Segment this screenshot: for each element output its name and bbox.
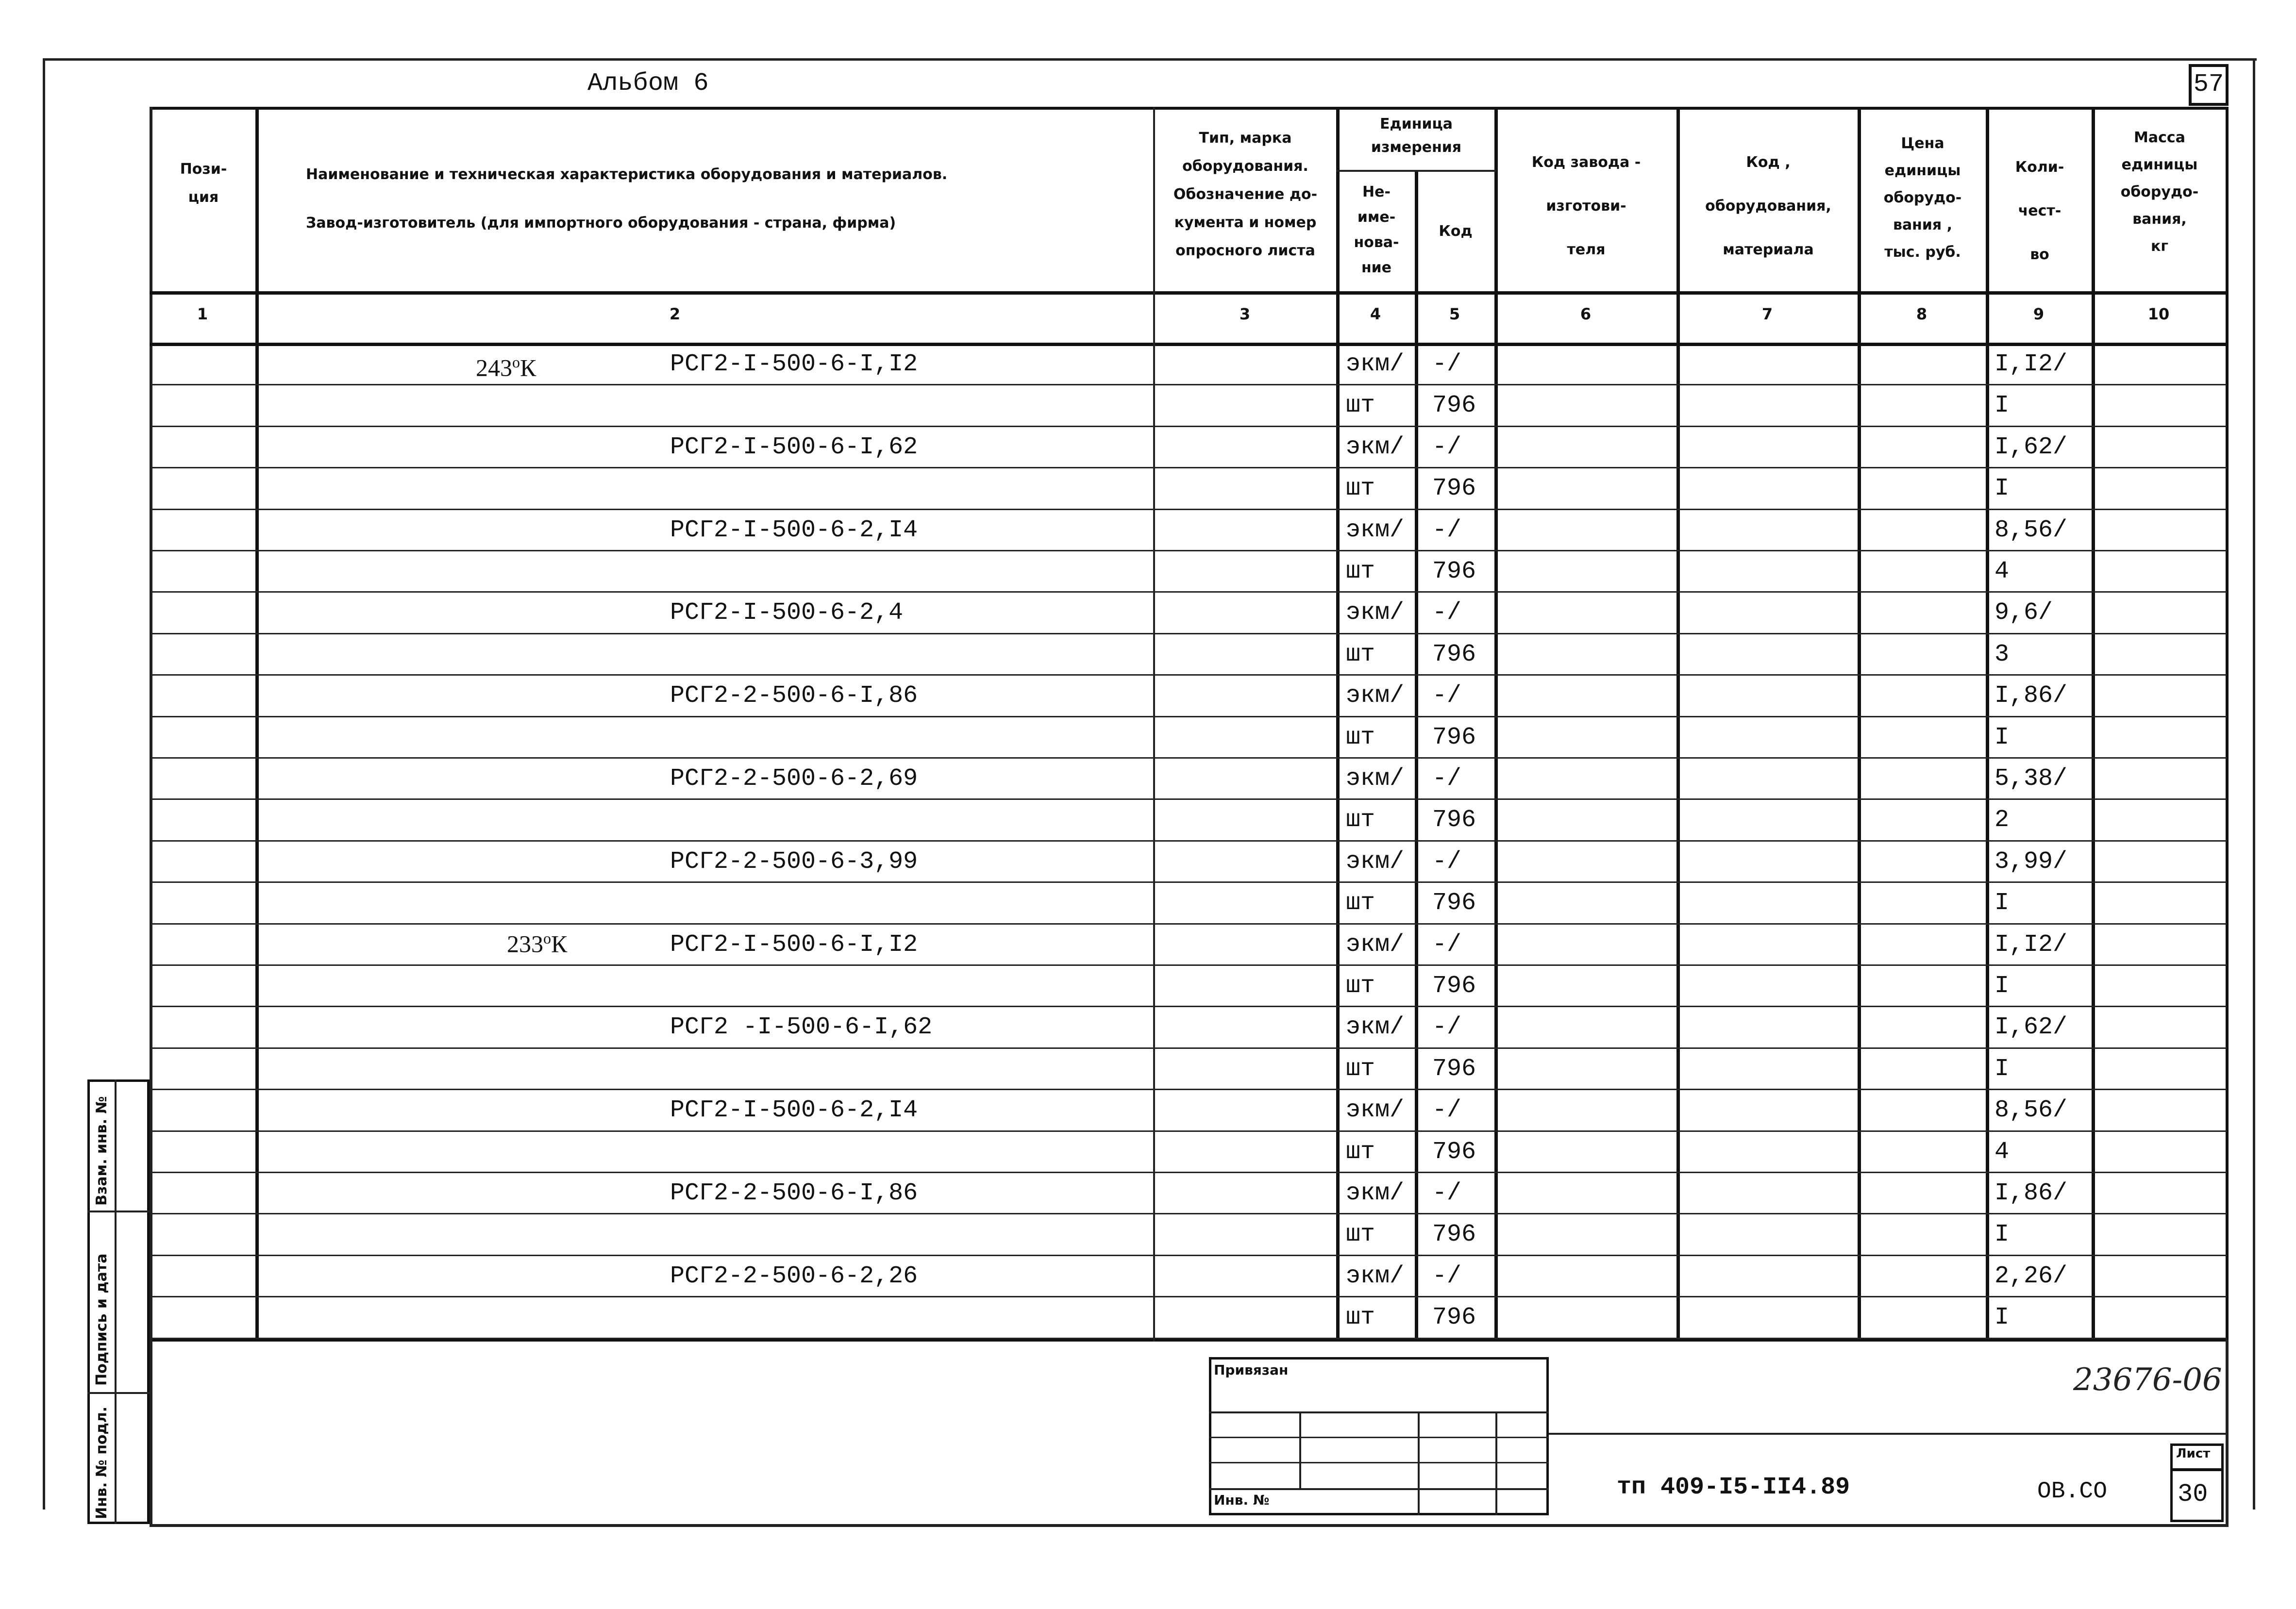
row-unit-name: экм/: [1346, 1096, 1405, 1124]
row-separator: [151, 1089, 2227, 1090]
header-factory-code-l2: изготови-: [1546, 198, 1626, 215]
col-line-7: [1858, 107, 1861, 1342]
row-quantity: I: [1994, 889, 2010, 917]
row-unit-name: экм/: [1346, 350, 1405, 378]
row-quantity: 4: [1994, 1138, 2010, 1166]
header-factory-code-l1: Код завода -: [1531, 154, 1641, 171]
position-label-1-sup: о: [512, 353, 520, 371]
row-unit-code: 796: [1432, 889, 1476, 917]
row-unit-name: шт: [1346, 392, 1375, 419]
row-unit-name: экм/: [1346, 516, 1405, 544]
row-unit-code: 796: [1432, 1221, 1476, 1248]
row-unit-name: экм/: [1346, 599, 1405, 627]
row-separator: [151, 716, 2227, 717]
colnum-10: 10: [2147, 305, 2170, 323]
row-separator: [151, 1213, 2227, 1214]
row-separator: [151, 384, 2227, 385]
row-quantity: 8,56/: [1994, 1096, 2068, 1124]
col-line-2: [1153, 107, 1155, 1342]
row-quantity: 2,26/: [1994, 1262, 2068, 1290]
header-price-l2: единицы: [1884, 162, 1961, 179]
row-name: РСГ2 -I-500-6-I,62: [670, 1013, 933, 1041]
colnum-4: 4: [1370, 305, 1381, 323]
row-unit-name: экм/: [1346, 765, 1405, 793]
row-unit-code: -/: [1432, 682, 1462, 710]
row-quantity: I: [1994, 1055, 2010, 1083]
row-quantity: 5,38/: [1994, 765, 2068, 793]
row-separator: [151, 1255, 2227, 1256]
table-bottom: [150, 1524, 2229, 1527]
row-unit-name: шт: [1346, 475, 1375, 502]
header-type: [1156, 124, 1335, 265]
side-stamp-sep-2: [87, 1392, 150, 1394]
row-separator: [151, 467, 2227, 468]
row-name: РСГ2-2-500-6-2,69: [670, 765, 918, 793]
row-unit-code: -/: [1432, 848, 1462, 876]
row-unit-name: экм/: [1346, 848, 1405, 876]
inv-label: Инв. №: [1214, 1492, 1270, 1508]
colnum-8: 8: [1916, 305, 1927, 323]
row-name: РСГ2-I-500-6-I,62: [670, 433, 918, 461]
row-unit-code: -/: [1432, 765, 1462, 793]
handwritten-number: 23676-06: [2073, 1362, 2222, 1398]
row-quantity: I,I2/: [1994, 931, 2068, 959]
header-mass-l4: вания,: [2132, 211, 2187, 228]
position-label-2-sup: о: [543, 929, 551, 947]
row-quantity: I,86/: [1994, 1179, 2068, 1207]
row-unit-name: шт: [1346, 1221, 1375, 1248]
col-line-9: [2092, 107, 2095, 1342]
row-name: РСГ2-2-500-6-3,99: [670, 848, 918, 876]
row-separator: [151, 1172, 2227, 1173]
header-position-l2: ция: [188, 189, 219, 206]
row-unit-name: шт: [1346, 1304, 1375, 1331]
row-unit-name: экм/: [1346, 682, 1405, 710]
row-separator: [151, 1130, 2227, 1132]
row-quantity: I: [1994, 475, 2010, 502]
colnum-9: 9: [2033, 305, 2045, 323]
row-quantity: 2: [1994, 806, 2010, 834]
row-unit-code: -/: [1432, 350, 1462, 378]
row-separator: [151, 923, 2227, 925]
row-unit-code: 796: [1432, 475, 1476, 502]
position-label-1-num: 243: [476, 354, 512, 382]
colnum-5: 5: [1449, 305, 1460, 323]
row-quantity: I: [1994, 392, 2010, 419]
bound-label: Привязан: [1214, 1362, 1289, 1378]
row-unit-code: -/: [1432, 433, 1462, 461]
header-type-l1: Тип, марка: [1199, 130, 1292, 147]
row-unit-code: -/: [1432, 599, 1462, 627]
side-stamp-inv: Инв. № подл.: [93, 1406, 110, 1519]
position-label-2-num: 233: [507, 930, 543, 958]
row-separator: [151, 1296, 2227, 1297]
header-unit-name: [1338, 180, 1415, 281]
row-unit-code: 796: [1432, 558, 1476, 585]
row-quantity: I: [1994, 1221, 2010, 1248]
row-separator: [151, 426, 2227, 427]
album-title: Альбом 6: [587, 69, 709, 98]
row-name: РСГ2-I-500-6-2,I4: [670, 516, 918, 544]
header-mass-l5: кг: [2150, 238, 2169, 255]
row-quantity: I: [1994, 724, 2010, 751]
header-position-l1: Пози-: [180, 161, 227, 178]
row-separator: [151, 1006, 2227, 1007]
row-name: РСГ2-2-500-6-I,86: [670, 682, 918, 710]
header-quantity-l3: во: [2030, 246, 2049, 263]
side-stamp-signature: Подпись и дата: [93, 1253, 110, 1386]
row-quantity: I,I2/: [1994, 350, 2068, 378]
row-quantity: I,62/: [1994, 433, 2068, 461]
row-unit-code: 796: [1432, 1138, 1476, 1166]
row-name: РСГ2-I-500-6-I,I2: [670, 931, 918, 959]
header-mass-l2: единицы: [2121, 156, 2198, 173]
side-stamp-divider: [115, 1079, 117, 1524]
row-unit-name: экм/: [1346, 931, 1405, 959]
position-label-2: [507, 929, 567, 958]
row-unit-code: 796: [1432, 806, 1476, 834]
sheet-label: Лист: [2176, 1446, 2211, 1461]
header-type-l5: опросного листа: [1175, 242, 1315, 259]
header-unit-name-l4: ние: [1361, 259, 1392, 276]
row-name: РСГ2-I-500-6-2,4: [670, 599, 904, 627]
header-price: [1860, 130, 1986, 266]
frame-top: [43, 58, 2257, 61]
header-unit-group-l2: измерения: [1371, 139, 1462, 156]
header-equipment-code-l1: Код ,: [1746, 154, 1791, 171]
row-unit-code: 796: [1432, 1055, 1476, 1083]
header-unit-name-l3: нова-: [1354, 234, 1399, 251]
header-mass-l1: Масса: [2134, 129, 2185, 146]
header-equipment-code-l3: материала: [1723, 241, 1814, 258]
row-quantity: I,62/: [1994, 1013, 2068, 1041]
header-mass: [2094, 124, 2226, 260]
row-unit-code: 796: [1432, 641, 1476, 668]
colnum-bottom-line: [150, 343, 2229, 346]
row-separator: [151, 881, 2227, 883]
colnum-7: 7: [1761, 305, 1773, 323]
row-separator: [151, 550, 2227, 551]
header-quantity-l2: чест-: [2018, 202, 2061, 219]
header-price-l5: тыс. руб.: [1884, 244, 1961, 261]
header-name: [272, 150, 1092, 248]
colnum-2: 2: [669, 305, 681, 323]
header-name-l1: Наименование и техническая характеристика оборудования и материалов.: [306, 166, 948, 183]
row-unit-code: 796: [1432, 392, 1476, 419]
row-quantity: 3: [1994, 641, 2010, 668]
row-separator: [151, 757, 2227, 759]
table-left-extension: [150, 107, 152, 1526]
row-name: РСГ2-I-500-6-2,I4: [670, 1096, 918, 1124]
row-quantity: 4: [1994, 558, 2010, 585]
row-unit-name: экм/: [1346, 1262, 1405, 1290]
row-separator: [151, 633, 2227, 634]
header-price-l1: Цена: [1901, 135, 1944, 152]
row-unit-name: шт: [1346, 889, 1375, 917]
row-unit-name: экм/: [1346, 1179, 1405, 1207]
header-factory-code-l3: теля: [1567, 241, 1606, 258]
col-line-8: [1986, 107, 1989, 1342]
row-unit-name: шт: [1346, 1138, 1375, 1166]
unit-group-line: [1336, 170, 1496, 172]
header-unit-group-l1: Единица: [1380, 116, 1453, 133]
row-quantity: I: [1994, 972, 2010, 1000]
header-type-l2: оборудования.: [1182, 158, 1308, 175]
header-quantity-l1: Коли-: [2015, 159, 2064, 176]
header-quantity: [1988, 146, 2092, 277]
col-line-6: [1676, 107, 1680, 1342]
row-name: РСГ2-2-500-6-I,86: [670, 1179, 918, 1207]
bound-col-1: [1299, 1411, 1301, 1489]
col-line-5: [1494, 107, 1498, 1342]
row-unit-code: -/: [1432, 1013, 1462, 1041]
header-type-l3: Обозначение до-: [1173, 186, 1318, 203]
row-separator: [151, 674, 2227, 676]
row-separator: [151, 509, 2227, 510]
row-quantity: I,86/: [1994, 682, 2068, 710]
bound-row-3: [1209, 1462, 1549, 1463]
header-unit-name-l2: име-: [1357, 209, 1396, 226]
header-bottom-line: [150, 291, 2229, 295]
header-unit-code: Код: [1439, 223, 1473, 240]
row-unit-code: -/: [1432, 1262, 1462, 1290]
position-label-1-unit: К: [520, 354, 536, 382]
header-unit-name-l1: Не-: [1362, 183, 1391, 200]
col-line-1: [255, 107, 259, 1342]
header-equipment-code: [1678, 141, 1858, 272]
header-position: [151, 155, 255, 212]
side-stamp-sep-1: [87, 1211, 150, 1212]
position-label-1: [476, 353, 536, 382]
header-unit-group: [1338, 113, 1494, 159]
row-unit-code: 796: [1432, 724, 1476, 751]
side-stamp-replace: Взам. инв. №: [93, 1096, 110, 1206]
row-quantity: I: [1994, 1304, 2010, 1331]
header-mass-l3: оборудо-: [2120, 183, 2199, 200]
stamp-title-line: [1549, 1433, 2229, 1435]
colnum-3: 3: [1239, 305, 1251, 323]
header-price-l4: вания ,: [1893, 216, 1953, 233]
doc-code: тп 409-I5-II4.89: [1617, 1474, 1850, 1501]
header-price-l3: оборудо-: [1883, 189, 1962, 206]
col-line-3: [1336, 107, 1340, 1342]
section-code: ОВ.СО: [2037, 1478, 2108, 1505]
row-name: РСГ2-2-500-6-2,26: [670, 1262, 918, 1290]
row-separator: [151, 1338, 2227, 1339]
row-unit-code: -/: [1432, 1096, 1462, 1124]
colnum-1: 1: [197, 305, 208, 323]
row-quantity: 3,99/: [1994, 848, 2068, 876]
bound-col-2: [1418, 1411, 1420, 1515]
frame-left: [43, 58, 45, 1509]
row-unit-code: -/: [1432, 931, 1462, 959]
page-number-top: 57: [2189, 64, 2229, 106]
row-unit-name: шт: [1346, 972, 1375, 1000]
bound-row-4: [1209, 1488, 1549, 1490]
row-unit-name: экм/: [1346, 1013, 1405, 1041]
row-unit-name: шт: [1346, 1055, 1375, 1083]
row-separator: [151, 798, 2227, 800]
row-separator: [151, 840, 2227, 842]
row-unit-code: -/: [1432, 516, 1462, 544]
bound-row-2: [1209, 1437, 1549, 1438]
row-unit-code: -/: [1432, 1179, 1462, 1207]
row-separator: [151, 591, 2227, 593]
header-name-l2: Завод-изготовитель (для импортного оборудования - страна, фирма): [306, 215, 896, 232]
row-unit-name: шт: [1346, 641, 1375, 668]
row-unit-name: экм/: [1346, 433, 1405, 461]
bound-col-3: [1495, 1411, 1497, 1515]
row-quantity: 8,56/: [1994, 516, 2068, 544]
header-factory-code: [1496, 141, 1676, 272]
row-unit-name: шт: [1346, 558, 1375, 585]
row-name: РСГ2-I-500-6-I,I2: [670, 350, 918, 378]
row-unit-code: 796: [1432, 1304, 1476, 1331]
bound-row-1: [1209, 1411, 1549, 1413]
col-line-4: [1415, 170, 1418, 1342]
row-unit-code: 796: [1432, 972, 1476, 1000]
frame-right: [2253, 58, 2255, 1509]
row-separator: [151, 964, 2227, 966]
row-unit-name: шт: [1346, 724, 1375, 751]
header-type-l4: кумента и номер: [1174, 214, 1317, 231]
row-unit-name: шт: [1346, 806, 1375, 834]
colnum-6: 6: [1580, 305, 1592, 323]
position-label-2-unit: К: [551, 930, 568, 958]
row-quantity: 9,6/: [1994, 599, 2053, 627]
header-equipment-code-l2: оборудования,: [1705, 198, 1831, 215]
sheet-number: 30: [2170, 1469, 2224, 1522]
row-separator: [151, 1047, 2227, 1049]
